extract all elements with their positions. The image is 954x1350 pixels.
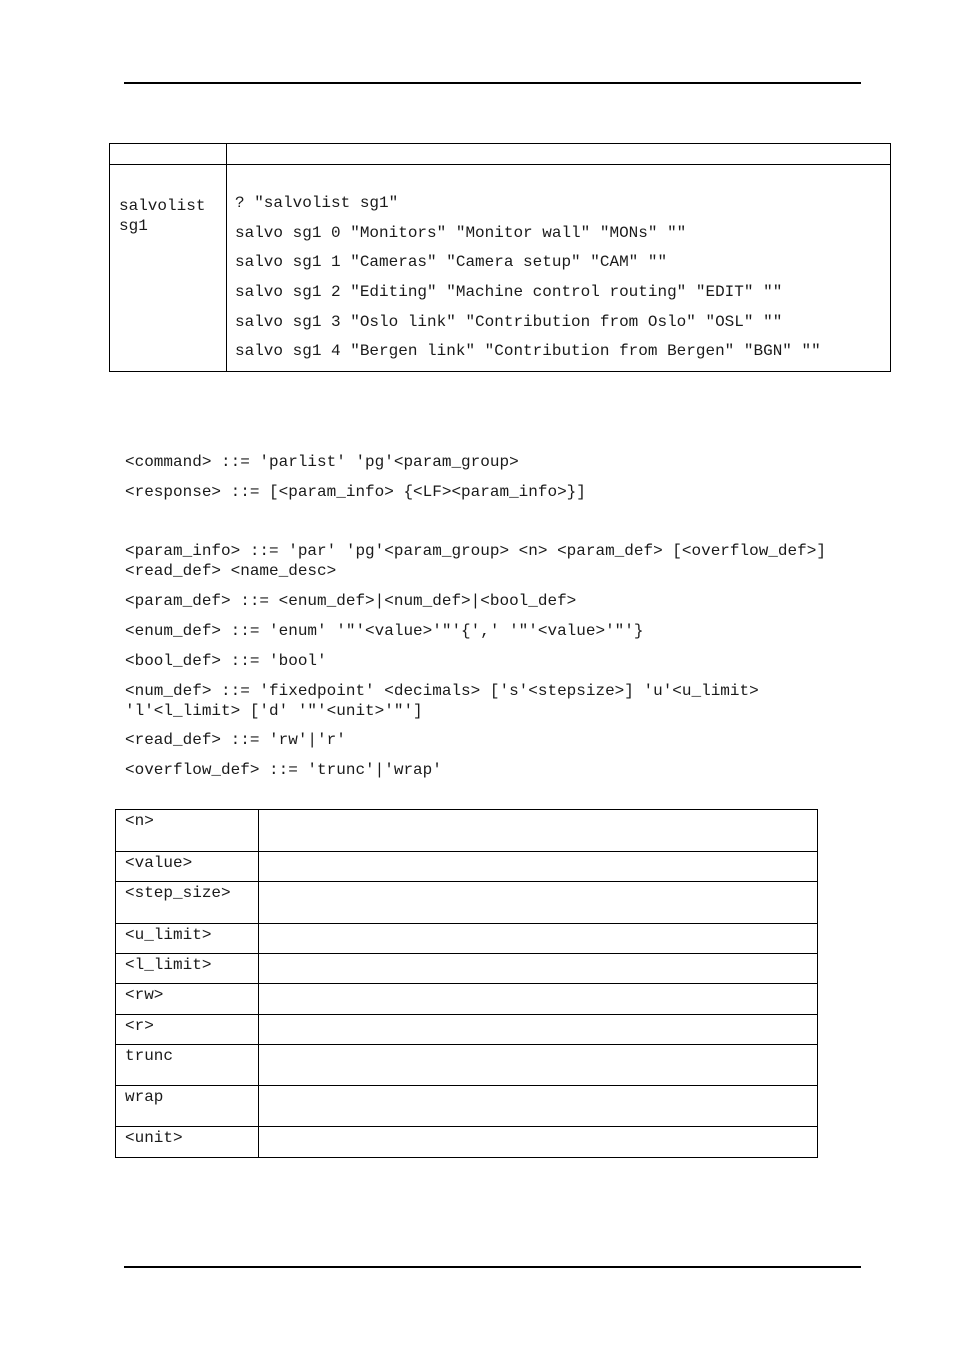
description-cell	[259, 1086, 818, 1127]
syntax-overflow-def: <overflow_def> ::= 'trunc'|'wrap'	[125, 761, 442, 779]
description-cell	[259, 1015, 818, 1045]
response-line: ? "salvolist sg1"	[235, 194, 399, 212]
footer-rule	[124, 1266, 861, 1268]
command-cell	[110, 165, 227, 372]
table-row	[116, 1045, 818, 1086]
command-line: sg1	[119, 217, 148, 235]
syntax-response: <response> ::= [<param_info> {<LF><param_info>}]	[125, 483, 586, 501]
description-cell	[259, 984, 818, 1015]
description-cell	[259, 810, 818, 852]
table-row	[116, 954, 818, 984]
term-cell: <r>	[116, 1015, 259, 1045]
term-cell: wrap	[116, 1086, 259, 1127]
syntax-param-info: <param_info> ::= 'par' 'pg'<param_group> <n> <param_def> [<overflow_def>] <read_def> <name_desc>	[125, 542, 836, 580]
table-row	[116, 1015, 818, 1045]
response-line: salvo sg1 4 "Bergen link" "Contribution from Bergen" "BGN" ""	[235, 342, 821, 361]
response-line: salvo sg1 1 "Cameras" "Camera setup" "CAM" ""	[235, 253, 668, 272]
table-row	[116, 924, 818, 954]
term-cell: <u_limit>	[116, 924, 259, 954]
description-cell	[259, 924, 818, 954]
term-cell: <step_size>	[116, 882, 259, 924]
definitions-table	[115, 809, 818, 1158]
salvolist-example-table	[109, 143, 891, 372]
description-cell	[259, 1127, 818, 1158]
table-row	[116, 1127, 818, 1158]
description-cell	[259, 882, 818, 924]
syntax-block	[125, 452, 865, 780]
syntax-param-def: <param_def> ::= <enum_def>|<num_def>|<bool_def>	[125, 592, 577, 610]
table-row	[116, 810, 818, 852]
table-row	[116, 984, 818, 1015]
table-row	[110, 165, 891, 372]
term-cell: <unit>	[116, 1127, 259, 1158]
syntax-bool-def: <bool_def> ::= 'bool'	[125, 652, 327, 670]
header-cell-response	[227, 144, 891, 165]
table-row	[116, 852, 818, 882]
description-cell	[259, 852, 818, 882]
term-cell: <l_limit>	[116, 954, 259, 984]
response-line: salvo sg1 0 "Monitors" "Monitor wall" "MONs" ""	[235, 223, 687, 242]
header-cell-command	[110, 144, 227, 165]
term-cell: <value>	[116, 852, 259, 882]
term-cell: <n>	[116, 810, 259, 852]
term-cell: <rw>	[116, 984, 259, 1015]
description-cell	[259, 1045, 818, 1086]
syntax-command: <command> ::= 'parlist' 'pg'<param_group>	[125, 453, 519, 471]
syntax-enum-def: <enum_def> ::= 'enum' '"'<value>'"'{',' '"'<value>'"'}	[125, 622, 644, 640]
table-row	[116, 1086, 818, 1127]
table-header-row	[110, 144, 891, 165]
table-row	[116, 882, 818, 924]
syntax-read-def: <read_def> ::= 'rw'|'r'	[125, 731, 346, 749]
term-cell: trunc	[116, 1045, 259, 1086]
response-line: salvo sg1 2 "Editing" "Machine control routing" "EDIT" ""	[235, 283, 783, 302]
command-line: salvolist	[119, 197, 206, 215]
syntax-num-def: <num_def> ::= 'fixedpoint' <decimals> ['s'<stepsize>] 'u'<u_limit> 'l'<l_limit> ['d' '"'<unit>'"']	[125, 682, 769, 720]
response-cell	[227, 165, 891, 372]
header-rule	[124, 82, 861, 84]
description-cell	[259, 954, 818, 984]
response-line: salvo sg1 3 "Oslo link" "Contribution from Oslo" "OSL" ""	[235, 312, 783, 331]
